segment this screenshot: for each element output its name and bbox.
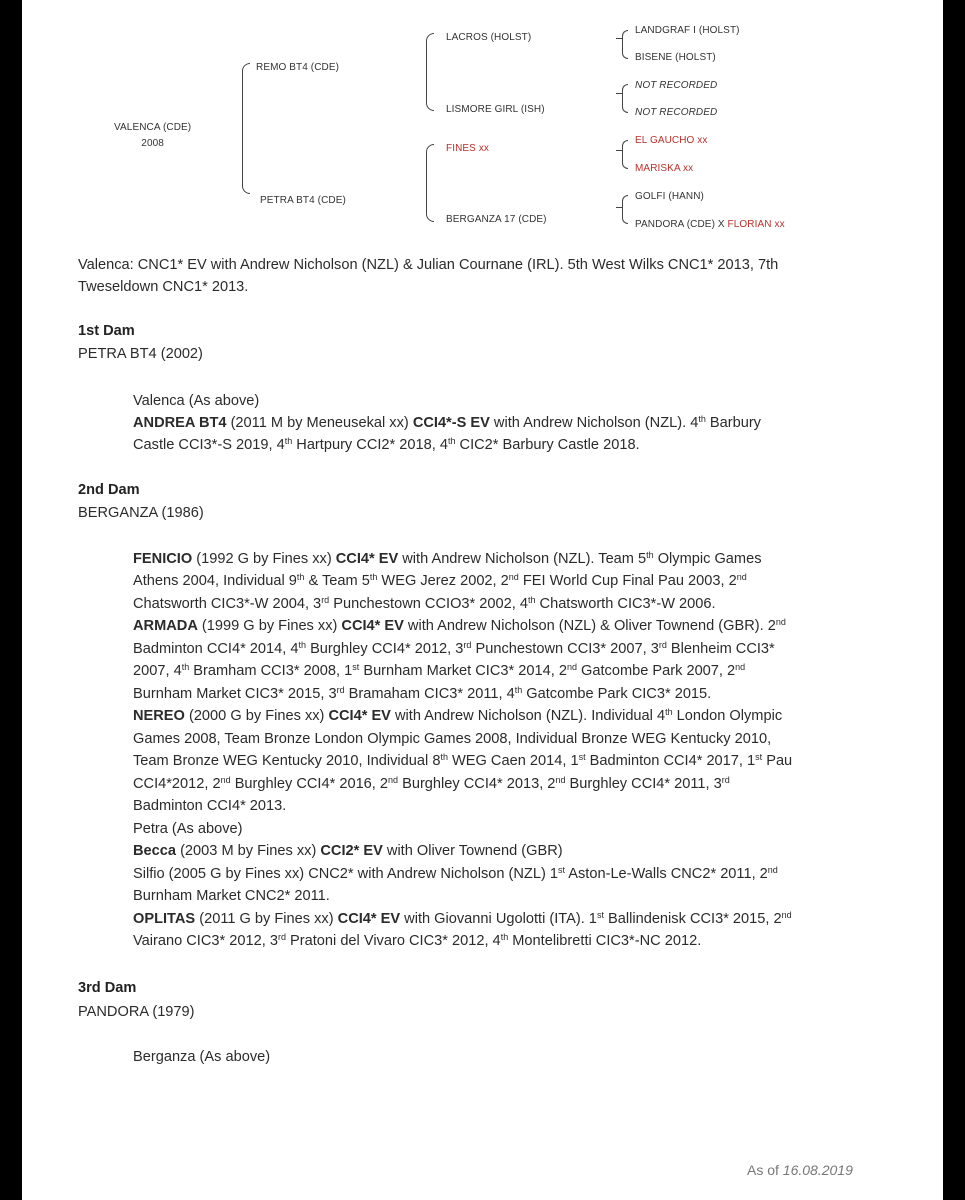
pedigree-sire-sire: LACROS (HOLST): [446, 32, 532, 43]
first-dam-entry-2-line-1: ANDREA BT4 (2011 M by Meneusekal xx) CCI4*-S EV with Andrew Nicholson (NZL). 4th Barbury: [133, 414, 761, 431]
pedigree-sss: LANDGRAF I (HOLST): [635, 25, 740, 36]
document-page: VALENCA (CDE) 2008 REMO BT4 (CDE) PETRA BT4 (CDE) LACROS (HOLST) LISMORE GIRL (ISH) FINES xx BERGANZA 17 (CDE) LANDGRAF I (HOLST) BISENE (HOLST) NOT RECORDED NOT RECORDED EL GAUCHO xx MARISKA xx GOLFI (HANN) PANDORA (CDE) X FLORIAN xx Valenca: CNC1* EV with Andrew Nicholson (NZL) & Julian Cournane (IRL). 5th West Wilks CNC1* 2013, 7th Tweseldown CNC1* 2013. 1st Dam PETRA BT4 (2002) Valenca (As above) ANDREA BT4 (2011 M by Meneusekal xx) CCI4*-S EV with Andrew Nicholson (NZL). 4th Barbury Castle CCI3*-S 2019, 4th Hartpury CCI2* 2018, 4th CIC2* Barbury Castle 2018. 2nd Dam BERGANZA (1986) FENICIO (1992 G by Fines xx) CCI4* EV with Andrew Nicholson (NZL). Team 5th Olympic Games Athens 2004, Individual 9th & Team 5th WEG Jerez 2002, 2nd FEI World Cup Final Pau 2003, 2nd Chatsworth CIC3*-W 2004, 3rd Punchestown CCIO3* 2002, 4th Chatsworth CIC3*-W 2006. ARMADA (1999 G by Fines xx) CCI4* EV with Andrew Nicholson (NZL) & Oliver Townend (GBR). 2nd Badminton CCI4* 2014, 4th Burghley CCI4* 2012, 3rd Punchestown CCI3* 2007, 3rd Blenheim CCI3* 2007, 4th Bramham CCI3* 2008, 1st Burnham Market CIC3* 2014, 2nd Gatcombe Park 2007, 2nd Burnham Market CIC3* 2015, 3rd Bramaham CIC3* 2011, 4th Gatcombe Park CIC3* 2015. NEREO (2000 G by Fines xx) CCI4* EV with Andrew Nicholson (NZL). Individual 4th London Olympic Games 2008, Team Bronze London Olympic Games 2008, Individual Bronze WEG Kentucky 2010, Team Bronze WEG Kentucky 2010, Individual 8th WEG Caen 2014, 1st Badminton CCI4* 2017, 1st Pau CCI4*2012, 2nd Burghley CCI4* 2016, 2nd Burghley CCI4* 2013, 2nd Burghley CCI4* 2011, 3rd Badminton CCI4* 2013. Petra (As above) Becca (2003 M by Fines xx) CCI2* EV with Oliver Townend (GBR) Silfio (2005 G by Fines xx) CNC2* with Andrew Nicholson (NZL) 1st Aston-Le-Walls CNC2* 2011, 2nd Burnham Market CNC2* 2011. OPLITAS (2011 G by Fines xx) CCI4* EV with Giovanni Ugolotti (ITA). 1st Ballindenisk CCI3* 2015, 2nd Vairano CIC3* 2012, 3rd Pratoni del Vivaro CIC3* 2012, 4th Montelibretti CIC3*-NC 2012. 3rd Dam PANDORA (1979) Berganza (As above) As of 16.08.2019: [22, 0, 943, 1200]
first-dam-name: PETRA BT4 (2002): [78, 346, 203, 362]
first-dam-entry-1: Valenca (As above): [133, 393, 260, 409]
first-dam-heading: 1st Dam: [78, 323, 135, 339]
sire-dam-bracket: [242, 63, 250, 194]
pedigree-dds: GOLFI (HANN): [635, 191, 704, 202]
dam-parents-bracket: [426, 144, 434, 222]
pedigree-dss: EL GAUCHO xx: [635, 135, 708, 146]
subject-year: 2008: [141, 138, 164, 149]
pedigree-dsd: MARISKA xx: [635, 163, 694, 174]
third-dam-heading: 3rd Dam: [78, 980, 137, 996]
subject-name: VALENCA (CDE): [114, 122, 192, 133]
pedigree-sire: REMO BT4 (CDE): [256, 62, 340, 73]
pedigree-ddd: PANDORA (CDE) X FLORIAN xx: [635, 219, 785, 230]
pedigree-ssd: BISENE (HOLST): [635, 52, 716, 63]
summary-line-2: Tweseldown CNC1* 2013.: [78, 279, 249, 295]
pedigree-sire-dam: LISMORE GIRL (ISH): [446, 104, 545, 115]
pedigree-dam-dam: BERGANZA 17 (CDE): [446, 214, 547, 225]
pedigree-dam: PETRA BT4 (CDE): [260, 195, 346, 206]
second-dam-name: BERGANZA (1986): [78, 505, 204, 521]
pedigree-subject: [114, 120, 191, 152]
first-dam-entry-2-line-2: Castle CCI3*-S 2019, 4th Hartpury CCI2* 2018, 4th CIC2* Barbury Castle 2018.: [133, 436, 640, 453]
sire-parents-bracket: [426, 33, 434, 111]
pedigree-sds: NOT RECORDED: [635, 80, 718, 91]
third-dam-name: PANDORA (1979): [78, 1004, 195, 1020]
as-of-date: As of 16.08.2019: [747, 1162, 853, 1178]
summary-line-1: Valenca: CNC1* EV with Andrew Nicholson (NZL) & Julian Cournane (IRL). 5th West Wilks CNC1* 2013, 7th: [78, 257, 779, 273]
pedigree-sdd: NOT RECORDED: [635, 107, 718, 118]
pedigree-dam-sire: FINES xx: [446, 143, 490, 154]
third-dam-entry-1: Berganza (As above): [133, 1049, 271, 1065]
second-dam-heading: 2nd Dam: [78, 482, 140, 498]
